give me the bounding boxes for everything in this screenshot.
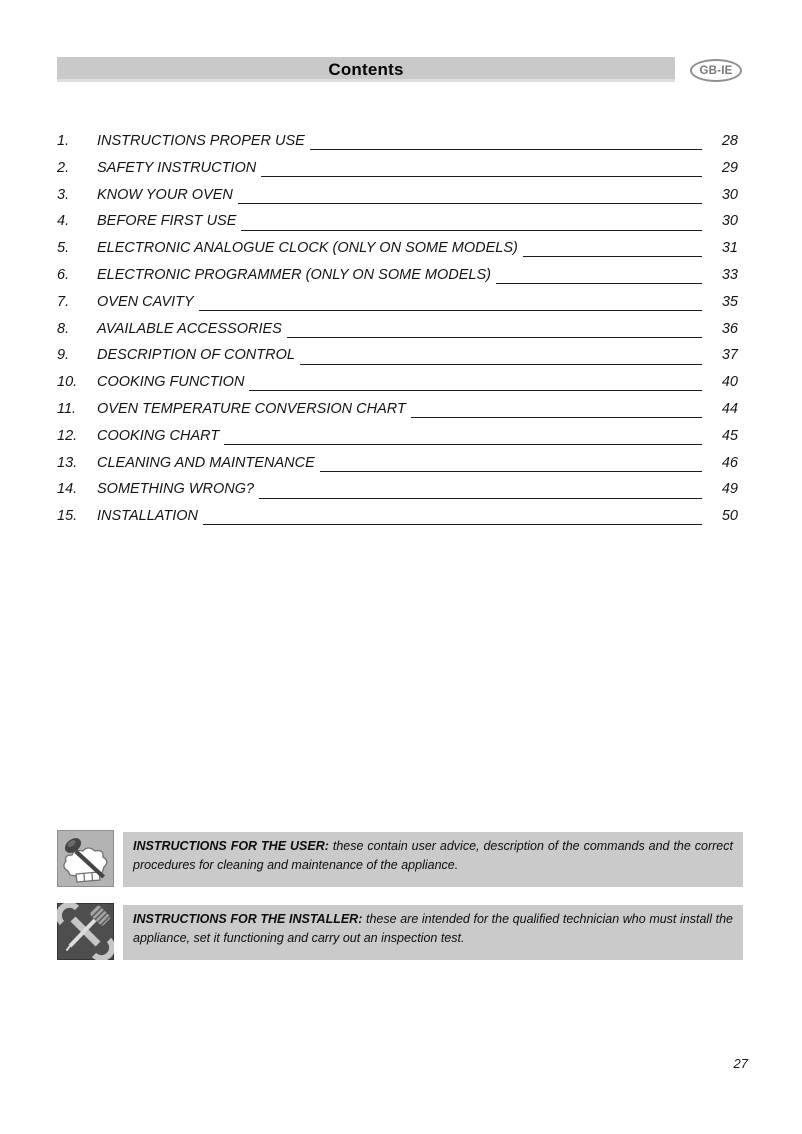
- installer-note-body: these are intended for the qualified technician who must install the appliance, set it functioning and carry out an inspection test.: [133, 912, 733, 945]
- page-number: 27: [733, 1056, 748, 1071]
- toc-entry-number: 7.: [57, 293, 70, 310]
- toc-entry-page: 37: [721, 347, 738, 364]
- toc-entry-number: 15.: [57, 508, 78, 525]
- toc-leader-line: [203, 524, 702, 525]
- toc-entry: [57, 235, 738, 262]
- header-bar: [57, 57, 675, 82]
- toc-entry-title: COOKING FUNCTION: [97, 374, 245, 391]
- toc-entry-title: CLEANING AND MAINTENANCE: [97, 454, 315, 471]
- toc-entry-title: SAFETY INSTRUCTION: [97, 159, 257, 176]
- toc-entry-title: KNOW YOUR OVEN: [97, 186, 233, 203]
- toc-leader-line: [241, 230, 702, 231]
- toc-leader-line: [300, 364, 702, 365]
- chef-hat-and-spoon-icon: [57, 830, 114, 887]
- toc-entry-title: INSTALLATION: [97, 508, 198, 525]
- toc-entry-number: 13.: [57, 454, 78, 471]
- toc-leader-line: [238, 203, 702, 204]
- toc-entry-page: 30: [721, 186, 738, 203]
- toc-entry-number: 5.: [57, 240, 70, 257]
- toc-leader-line: [261, 176, 702, 177]
- toc-entry-number: 8.: [57, 320, 70, 337]
- toc-entry-page: 36: [721, 320, 738, 337]
- user-note-text-box: [123, 832, 743, 887]
- crossed-tools-icon: [57, 903, 114, 960]
- toc-entry-title: COOKING CHART: [97, 427, 220, 444]
- toc-entry-number: 9.: [57, 347, 70, 364]
- toc-entry-page: 40: [721, 374, 738, 391]
- toc-entry-page: 49: [721, 481, 738, 498]
- toc-entry: [57, 289, 738, 316]
- toc-entry: [57, 262, 738, 289]
- toc-entry-title: SOMETHING WRONG?: [97, 481, 255, 498]
- toc-leader-line: [411, 417, 702, 418]
- toc-leader-line: [320, 471, 702, 472]
- toc-leader-line: [310, 149, 702, 150]
- toc-entry-title: DESCRIPTION OF CONTROL: [97, 347, 295, 364]
- toc-entry-page: 31: [721, 240, 738, 257]
- toc-leader-line: [199, 310, 702, 311]
- toc-entry: [57, 476, 738, 503]
- toc-entry-title: ELECTRONIC PROGRAMMER (ONLY ON SOME MODELS): [97, 266, 491, 283]
- toc-entry: [57, 316, 738, 343]
- installer-instructions-note: [57, 903, 743, 960]
- toc-entry-page: 28: [721, 133, 738, 149]
- toc-entry-title: AVAILABLE ACCESSORIES: [97, 320, 282, 337]
- market-badge: [690, 59, 742, 82]
- installer-note-text: [133, 910, 733, 948]
- toc-entry-page: 35: [721, 293, 738, 310]
- toc-entry-page: 29: [721, 159, 738, 176]
- toc-entry: [57, 208, 738, 235]
- toc-entry-number: 3.: [57, 186, 70, 203]
- toc-entry: [57, 450, 738, 477]
- user-note-title: INSTRUCTIONS FOR THE USER:: [133, 839, 329, 853]
- toc-entry: [57, 396, 738, 423]
- toc-entry: [57, 369, 738, 396]
- toc-entry-title: INSTRUCTIONS PROPER USE: [97, 133, 305, 149]
- toc-entry-number: 4.: [57, 213, 70, 230]
- toc-leader-line: [523, 256, 702, 257]
- toc-entry: [57, 155, 738, 182]
- toc-entry: [57, 182, 738, 209]
- installer-note-text-box: [123, 905, 743, 960]
- toc-leader-line: [259, 498, 702, 499]
- toc-entry-number: 10.: [57, 374, 78, 391]
- toc-list: [57, 128, 738, 530]
- toc-entry-number: 1.: [57, 133, 70, 149]
- toc-entry-number: 12.: [57, 427, 78, 444]
- toc-entry-page: 46: [721, 454, 738, 471]
- toc-entry-page: 50: [721, 508, 738, 525]
- market-badge-label: GB-IE: [699, 64, 733, 77]
- toc-entry: [57, 342, 738, 369]
- toc-leader-line: [249, 390, 702, 391]
- toc-entry-page: 30: [721, 213, 738, 230]
- toc-entry: [57, 503, 738, 530]
- toc-entry-page: 33: [721, 266, 738, 283]
- toc-leader-line: [224, 444, 702, 445]
- toc-entry-title: BEFORE FIRST USE: [97, 213, 237, 230]
- toc-entry-page: 45: [721, 427, 738, 444]
- toc-leader-line: [496, 283, 702, 284]
- toc-entry: [57, 423, 738, 450]
- installer-note-title: INSTRUCTIONS FOR THE INSTALLER:: [133, 912, 363, 926]
- user-note-text: [133, 837, 733, 875]
- page-title: Contents: [328, 60, 404, 79]
- toc-entry-page: 44: [721, 400, 738, 417]
- toc-entry-number: 6.: [57, 266, 70, 283]
- user-instructions-note: [57, 830, 743, 887]
- toc-entry-number: 11.: [57, 400, 77, 417]
- toc-entry-title: OVEN TEMPERATURE CONVERSION CHART: [97, 400, 406, 417]
- toc-entry-title: OVEN CAVITY: [97, 293, 194, 310]
- toc-entry: [57, 128, 738, 155]
- toc-entry-number: 2.: [57, 159, 70, 176]
- user-note-body: these contain user advice, description of the commands and the correct procedures for cleaning and maintenance of the appliance.: [133, 839, 733, 872]
- toc-entry-number: 14.: [57, 481, 78, 498]
- toc-leader-line: [287, 337, 702, 338]
- toc-entry-title: ELECTRONIC ANALOGUE CLOCK (ONLY ON SOME MODELS): [97, 240, 518, 257]
